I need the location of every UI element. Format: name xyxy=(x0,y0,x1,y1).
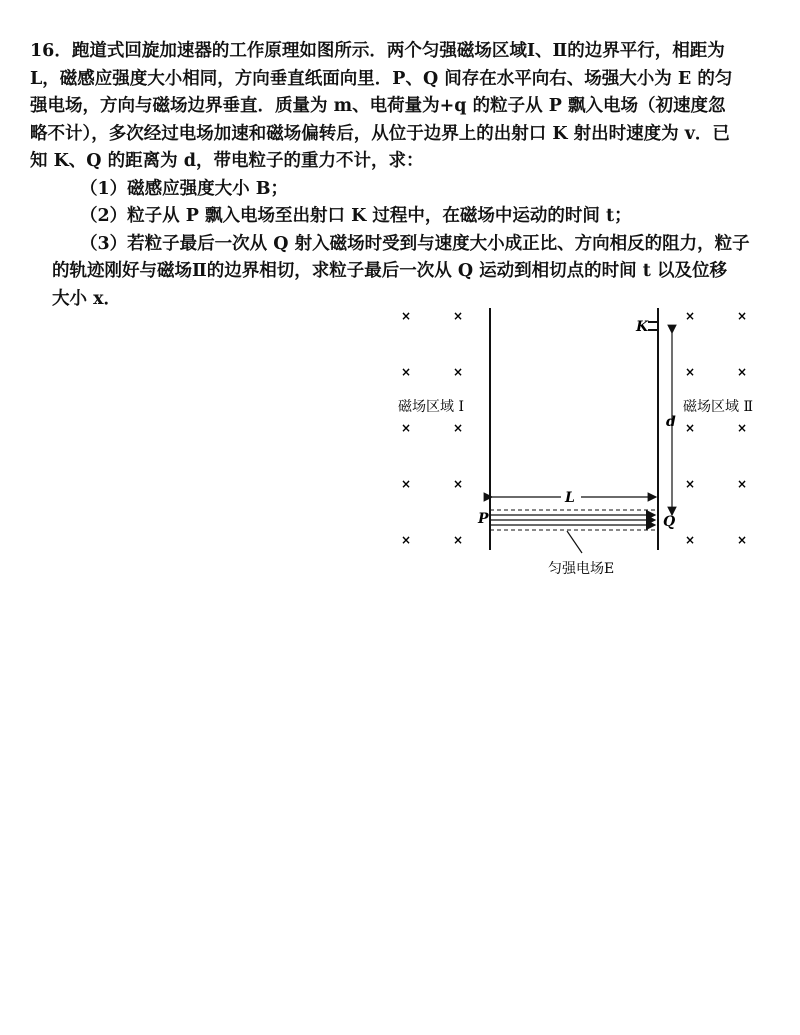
label-q: Q xyxy=(663,514,676,530)
field-x-mark: × xyxy=(452,533,464,547)
field-x-mark: × xyxy=(400,309,412,323)
problem-line: 16．跑道式回旋加速器的工作原理如图所示．两个匀强磁场区域Ⅰ、Ⅱ的边界平行，相距为 xyxy=(30,41,725,61)
problem-line: 略不计），多次经过电场加速和磁场偏转后，从位于边界上的出射口 K 射出时速度为 v．已 xyxy=(30,123,730,144)
field-x-mark: × xyxy=(736,477,748,491)
question-3-continued: 大小 x． xyxy=(52,288,122,309)
region1-label: 磁场区域 Ⅰ xyxy=(398,399,464,415)
question-3-continued: 的轨迹刚好与磁场Ⅱ的边界相切，求粒子最后一次从 Q 运动到相切点的时间 t 以及位移 xyxy=(52,261,727,281)
region2-label: 磁场区域 Ⅱ xyxy=(683,399,753,415)
electric-field-lines xyxy=(490,510,658,530)
field-x-mark: × xyxy=(452,421,464,435)
field-x-mark: × xyxy=(684,309,696,323)
problem-line: 强电场，方向与磁场边界垂直．质量为 m、电荷量为+q 的粒子从 P 飘入电场（初速度忽 xyxy=(30,96,726,116)
field-x-mark: × xyxy=(684,421,696,435)
label-l: L xyxy=(565,490,575,506)
region1-field-marks xyxy=(401,309,463,547)
region2-field-marks xyxy=(685,309,747,547)
label-p: P xyxy=(478,511,489,527)
field-x-mark: × xyxy=(400,421,412,435)
question-2: （2）粒子从 P 飘入电场至出射口 K 过程中，在磁场中运动的时间 t； xyxy=(80,206,632,226)
field-x-mark: × xyxy=(400,477,412,491)
field-x-mark: × xyxy=(452,309,464,323)
exit-port-k xyxy=(648,322,658,330)
problem-line: 知 K、Q 的距离为 d，带电粒子的重力不计，求： xyxy=(30,151,424,171)
field-x-mark: × xyxy=(736,533,748,547)
field-x-mark: × xyxy=(684,533,696,547)
field-x-mark: × xyxy=(736,309,748,323)
question-3: （3）若粒子最后一次从 Q 射入磁场时受到与速度大小成正比、方向相反的阻力，粒子 xyxy=(80,233,750,254)
field-x-mark: × xyxy=(400,365,412,379)
question-1: （1）磁感应强度大小 B； xyxy=(80,178,289,199)
field-x-mark: × xyxy=(452,477,464,491)
field-x-mark: × xyxy=(736,365,748,379)
field-x-mark: × xyxy=(452,365,464,379)
field-x-mark: × xyxy=(400,533,412,547)
field-x-mark: × xyxy=(736,421,748,435)
label-k: K xyxy=(636,319,649,335)
problem-line: L，磁感应强度大小相同，方向垂直纸面向里．P、Q 间存在水平向右、场强大小为 E 的匀 xyxy=(30,68,733,89)
field-x-mark: × xyxy=(684,365,696,379)
label-d: d xyxy=(666,414,676,430)
field-label-leader xyxy=(567,531,582,553)
field-x-mark: × xyxy=(684,477,696,491)
field-label: 匀强电场E xyxy=(548,561,615,577)
